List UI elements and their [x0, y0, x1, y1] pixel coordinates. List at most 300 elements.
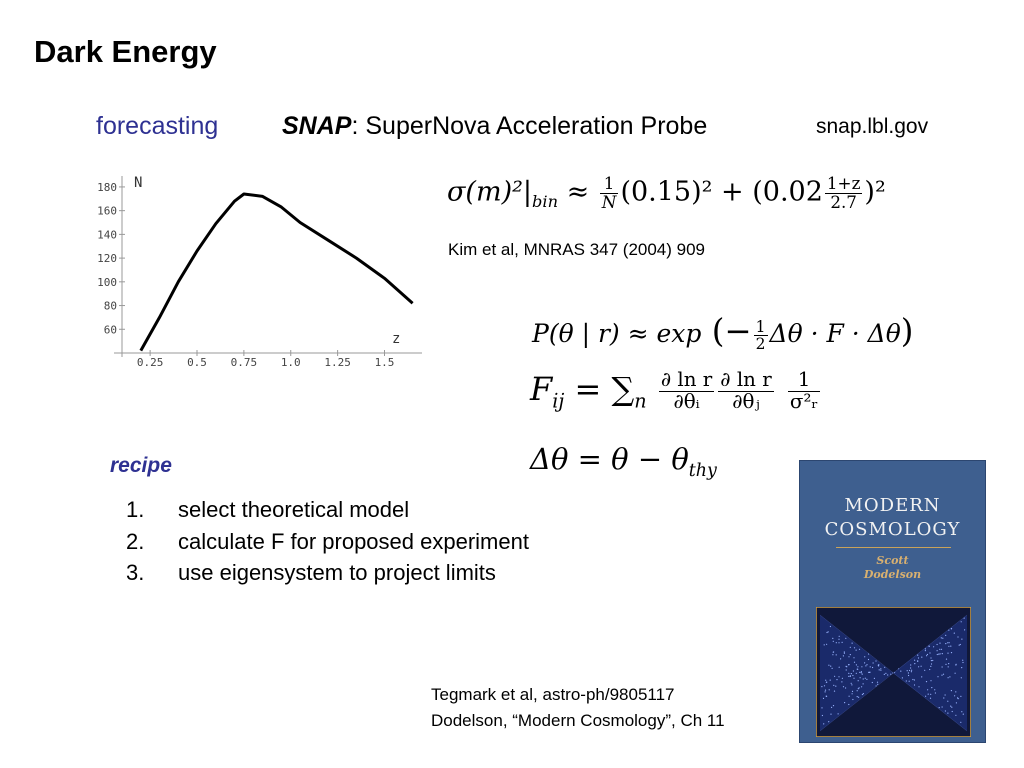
star-dot [962, 660, 963, 661]
star-dot [864, 656, 865, 657]
star-dot [865, 678, 866, 679]
kim-citation: Kim et al, MNRAS 347 (2004) 909 [448, 240, 706, 259]
star-dot [830, 666, 831, 667]
star-dot [941, 649, 942, 650]
star-dot [940, 653, 941, 654]
frac-num: ∂ ln r [660, 368, 713, 392]
star-dot [939, 649, 940, 650]
star-dot [834, 691, 835, 692]
star-dot [945, 635, 946, 636]
star-dot [957, 697, 958, 698]
star-dot [852, 699, 853, 700]
y-tick-label: 100 [97, 275, 117, 289]
star-dot [942, 666, 943, 667]
frac-den: ∂θᵢ [673, 390, 700, 413]
x-axis-label: z [392, 331, 401, 347]
star-dot [939, 643, 940, 644]
star-dot [949, 676, 950, 677]
fisher-equation [530, 370, 822, 413]
star-dot [841, 681, 842, 682]
star-dot [880, 668, 881, 669]
star-dot [930, 694, 931, 695]
star-dot [831, 707, 832, 708]
star-dot [927, 689, 928, 690]
star-dot [951, 628, 952, 629]
snap-acronym: SNAP [282, 112, 352, 140]
star-dot [960, 722, 961, 723]
star-dot [833, 685, 834, 686]
star-dot [931, 663, 932, 664]
star-dot [844, 651, 845, 652]
galaxy-survey-wedge-image [816, 607, 971, 737]
step-text: select theoretical model [178, 497, 410, 522]
y-tick-label: 180 [97, 180, 117, 194]
paren-close: ) [900, 312, 914, 350]
star-dot [826, 632, 827, 633]
star-dot [854, 647, 855, 648]
star-dot [824, 685, 825, 686]
star-dot [937, 654, 938, 655]
star-dot [884, 667, 885, 668]
star-dot [955, 715, 956, 716]
star-dot [863, 693, 864, 694]
star-dot [860, 677, 861, 678]
frac-den: 2.7 [830, 191, 857, 212]
star-dot [823, 698, 824, 699]
star-dot [858, 680, 859, 681]
star-dot [846, 666, 847, 667]
star-dot [848, 656, 849, 657]
star-dot [866, 679, 867, 680]
star-dot [945, 643, 946, 644]
star-dot [924, 670, 925, 671]
star-dot [862, 674, 863, 675]
star-dot [846, 669, 847, 670]
y-axis-label: N [134, 175, 143, 191]
partial-fraction-i [659, 370, 714, 413]
star-dot [868, 659, 869, 660]
star-dot [864, 662, 865, 663]
star-dot [950, 706, 951, 707]
step-number: 3. [126, 560, 145, 585]
star-dot [849, 696, 850, 697]
star-dot [834, 676, 835, 677]
star-dot [933, 646, 934, 647]
star-dot [857, 669, 858, 670]
star-dot [930, 680, 931, 681]
star-dot [856, 650, 857, 651]
star-dot [927, 654, 928, 655]
star-dot [948, 663, 949, 664]
star-dot [950, 646, 951, 647]
star-dot [856, 673, 857, 674]
star-dot [885, 673, 886, 674]
snap-heading [282, 112, 707, 141]
step-number: 1. [126, 497, 145, 522]
star-dot [954, 695, 955, 696]
star-dot [908, 672, 909, 673]
star-dot [839, 667, 840, 668]
star-dot [929, 646, 930, 647]
y-tick-label: 80 [103, 299, 117, 313]
recipe-step [126, 494, 529, 526]
fraction-redshift [825, 175, 863, 211]
star-dot [918, 666, 919, 667]
star-dot [833, 651, 834, 652]
star-dot [935, 692, 936, 693]
star-dot [914, 679, 915, 680]
star-dot [862, 694, 863, 695]
star-dot [961, 667, 962, 668]
star-dot [961, 621, 962, 622]
recipe-steps [126, 494, 529, 589]
sigma-lhs: σ(m)²| [447, 176, 533, 208]
star-dot [826, 644, 827, 645]
star-dot [955, 673, 956, 674]
sigma-equation [447, 175, 886, 211]
fraction-half [754, 319, 768, 353]
likelihood-lhs: P(θ | r) ≈ exp [532, 319, 702, 348]
star-dot [835, 686, 836, 687]
frac-num: 1 [755, 317, 766, 336]
star-dot [880, 670, 881, 671]
star-dot [840, 658, 841, 659]
star-dot [914, 660, 915, 661]
star-dot [838, 642, 839, 643]
star-dot [857, 690, 858, 691]
star-dot [844, 702, 845, 703]
x-tick-label: 1.25 [324, 356, 351, 369]
star-dot [942, 653, 943, 654]
frac-num: 1 [600, 175, 619, 194]
star-dot [908, 675, 909, 676]
star-dot [851, 683, 852, 684]
star-dot [925, 648, 926, 649]
frac-den: σ²ᵣ [789, 390, 819, 413]
star-dot [873, 662, 874, 663]
star-dot [829, 689, 830, 690]
star-dot [948, 646, 949, 647]
star-dot [921, 666, 922, 667]
star-dot [918, 686, 919, 687]
star-dot [941, 637, 942, 638]
star-dot [961, 677, 962, 678]
delta-lhs: Δθ = θ − θ [530, 442, 689, 476]
star-dot [947, 713, 948, 714]
book-title-line1: MODERN [844, 495, 941, 516]
star-dot [945, 664, 946, 665]
star-dot [845, 687, 846, 688]
star-dot [828, 665, 829, 666]
star-dot [951, 652, 952, 653]
star-dot [861, 671, 862, 672]
star-dot [954, 633, 955, 634]
star-dot [833, 641, 834, 642]
star-dot [925, 650, 926, 651]
star-dot [826, 696, 827, 697]
star-dot [961, 639, 962, 640]
star-dot [839, 636, 840, 637]
star-dot [934, 689, 935, 690]
star-dot [951, 707, 952, 708]
star-dot [823, 723, 824, 724]
star-dot [918, 657, 919, 658]
star-dot [960, 644, 961, 645]
star-dot [825, 680, 826, 681]
supernova-distribution-chart [86, 168, 426, 373]
star-dot [921, 676, 922, 677]
delta-theta-equation [530, 442, 717, 481]
star-dot [850, 647, 851, 648]
star-dot [858, 688, 859, 689]
star-dot [926, 681, 927, 682]
star-dot [852, 691, 853, 692]
star-dot [907, 670, 908, 671]
star-dot [857, 696, 858, 697]
star-dot [912, 679, 913, 680]
partial-fraction-j [718, 370, 773, 413]
star-dot [851, 673, 852, 674]
star-dot [959, 645, 960, 646]
star-dot [861, 672, 862, 673]
star-dot [848, 664, 849, 665]
star-dot [964, 629, 965, 630]
star-dot [943, 697, 944, 698]
star-dot [960, 696, 961, 697]
star-dot [833, 705, 834, 706]
star-dot [874, 678, 875, 679]
star-dot [830, 714, 831, 715]
star-dot [942, 638, 943, 639]
book-author-last: Dodelson [863, 568, 922, 581]
star-dot [917, 660, 918, 661]
star-dot [914, 663, 915, 664]
star-dot [848, 673, 849, 674]
star-dot [842, 678, 843, 679]
book-cover-image [799, 460, 986, 743]
star-dot [848, 704, 849, 705]
likelihood-equation [532, 312, 913, 352]
star-dot [832, 638, 833, 639]
star-dot [854, 662, 855, 663]
star-dot [865, 665, 866, 666]
star-dot [850, 675, 851, 676]
star-dot [836, 679, 837, 680]
x-tick-label: 1.0 [280, 356, 301, 369]
star-dot [869, 672, 870, 673]
star-dot [859, 649, 860, 650]
x-tick-label: 0.25 [136, 356, 164, 369]
star-dot [900, 671, 901, 672]
step-number: 2. [126, 528, 145, 554]
star-dot [879, 669, 880, 670]
star-dot [909, 681, 910, 682]
star-dot [957, 636, 958, 637]
star-dot [853, 678, 854, 679]
star-dot [929, 669, 930, 670]
star-dot [946, 659, 947, 660]
x-tick-label: 0.5 [187, 356, 207, 369]
star-dot [870, 666, 871, 667]
star-dot [937, 676, 938, 677]
star-dot [851, 684, 852, 685]
star-dot [952, 711, 953, 712]
star-dot [828, 631, 829, 632]
series-line [141, 194, 413, 351]
star-dot [825, 691, 826, 692]
star-dot [961, 711, 962, 712]
book-title-line2: COSMOLOGY [824, 519, 961, 540]
star-dot [910, 664, 911, 665]
fraction-one-over-n [600, 175, 619, 211]
star-dot [848, 676, 849, 677]
fisher-eq-sum: = ∑ [564, 370, 635, 408]
star-dot [955, 664, 956, 665]
star-dot [863, 678, 864, 679]
star-dot [844, 653, 845, 654]
star-dot [821, 686, 822, 687]
star-dot [843, 686, 844, 687]
recipe-step [126, 557, 529, 589]
star-dot [947, 653, 948, 654]
star-dot [853, 670, 854, 671]
star-dot [830, 680, 831, 681]
step-text: calculate F for proposed experiment [178, 528, 529, 554]
reference-dodelson: Dodelson, “Modern Cosmology”, Ch 11 [431, 711, 725, 730]
star-dot [926, 655, 927, 656]
star-dot [830, 626, 831, 627]
star-dot [906, 680, 907, 681]
star-dot [838, 676, 839, 677]
book-author-first: Scott [876, 554, 909, 567]
frac-num: 1 [788, 370, 820, 392]
star-dot [929, 652, 930, 653]
star-dot [832, 668, 833, 669]
star-dot [887, 674, 888, 675]
star-dot [955, 691, 956, 692]
reference-tegmark: Tegmark et al, astro-ph/9805117 [431, 685, 675, 704]
star-dot [931, 660, 932, 661]
star-dot [872, 682, 873, 683]
star-dot [822, 715, 823, 716]
star-dot [875, 660, 876, 661]
star-dot [825, 690, 826, 691]
paren-open: (− [701, 312, 752, 350]
star-dot [945, 710, 946, 711]
star-dot [861, 666, 862, 667]
star-dot [937, 644, 938, 645]
star-dot [962, 662, 963, 663]
star-dot [852, 643, 853, 644]
sum-sub: n [634, 389, 647, 413]
star-dot [852, 675, 853, 676]
star-dot [836, 654, 837, 655]
star-dot [937, 650, 938, 651]
star-dot [884, 674, 885, 675]
star-dot [909, 670, 910, 671]
star-dot [842, 642, 843, 643]
star-dot [866, 664, 867, 665]
star-dot [963, 714, 964, 715]
star-dot [930, 657, 931, 658]
y-tick-label: 60 [103, 323, 117, 337]
frac-den: ∂θⱼ [732, 390, 760, 413]
fisher-sub: ij [552, 389, 565, 413]
frac-num: ∂ ln r [720, 368, 772, 392]
frac-den: N [601, 191, 617, 212]
star-dot [910, 667, 911, 668]
star-dot [947, 701, 948, 702]
likelihood-body: Δθ · F · Δθ [769, 319, 901, 348]
star-dot [838, 639, 839, 640]
recipe-step [126, 526, 529, 558]
star-dot [857, 666, 858, 667]
book-divider [836, 547, 951, 548]
star-dot [836, 642, 837, 643]
star-dot [943, 674, 944, 675]
step-text: use eigensystem to project limits [178, 560, 496, 585]
star-dot [853, 657, 854, 658]
star-dot [878, 664, 879, 665]
star-dot [956, 702, 957, 703]
star-dot [902, 677, 903, 678]
forecasting-label: forecasting [96, 112, 219, 140]
star-dot [949, 642, 950, 643]
star-dot [858, 697, 859, 698]
x-tick-label: 0.75 [230, 356, 258, 369]
star-dot [921, 657, 922, 658]
snap-website: snap.lbl.gov [816, 115, 929, 138]
fisher-lhs: F [530, 370, 553, 408]
star-dot [838, 713, 839, 714]
star-dot [941, 675, 942, 676]
star-dot [931, 687, 932, 688]
star-dot [951, 690, 952, 691]
star-dot [925, 696, 926, 697]
references [431, 682, 725, 734]
star-dot [856, 664, 857, 665]
star-dot [826, 682, 827, 683]
star-dot [938, 654, 939, 655]
star-dot [945, 694, 946, 695]
sigma-tail: )² [864, 176, 886, 208]
star-dot [930, 666, 931, 667]
star-dot [821, 707, 822, 708]
star-dot [948, 677, 949, 678]
star-dot [832, 654, 833, 655]
star-dot [850, 654, 851, 655]
star-dot [911, 671, 912, 672]
sigma-bin-sub: bin [532, 191, 558, 211]
slide-title: Dark Energy [34, 34, 217, 69]
frac-num: 1+z [826, 173, 861, 193]
delta-sub: thy [688, 460, 717, 481]
fraction-inverse-variance [788, 370, 820, 413]
star-dot [914, 684, 915, 685]
y-tick-label: 160 [97, 204, 117, 218]
star-dot [939, 707, 940, 708]
star-dot [932, 660, 933, 661]
star-dot [845, 638, 846, 639]
star-dot [863, 683, 864, 684]
y-tick-label: 140 [97, 228, 117, 242]
star-dot [824, 644, 825, 645]
star-dot [859, 672, 860, 673]
star-dot [928, 694, 929, 695]
y-tick-label: 120 [97, 252, 117, 266]
star-dot [852, 693, 853, 694]
star-dot [828, 721, 829, 722]
